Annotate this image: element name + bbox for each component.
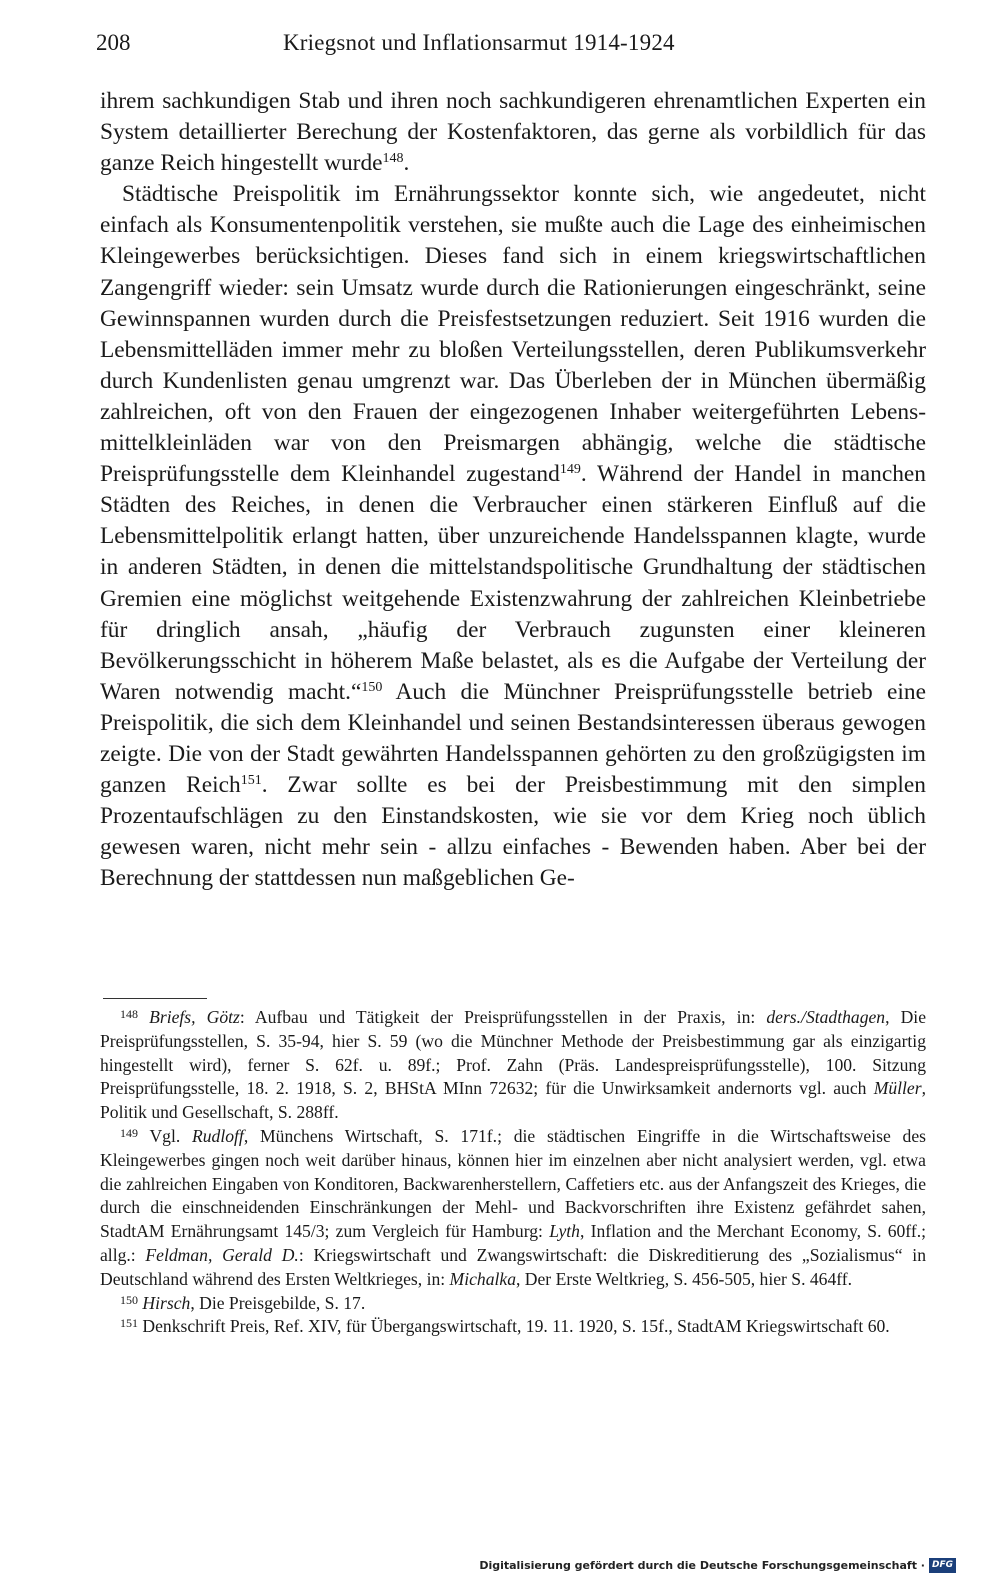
footnote-divider bbox=[103, 998, 207, 999]
page-header bbox=[96, 26, 926, 60]
footnote-author: Feldman, Gerald D. bbox=[145, 1244, 299, 1265]
footnote-text: : Aufbau und Tätigkeit der Preisprüfungsstellen in der Praxis, in: bbox=[239, 1007, 767, 1027]
footnote-author: Briefs, Götz bbox=[149, 1007, 240, 1027]
footnote-text: Vgl. bbox=[138, 1125, 193, 1146]
footnote-author: Rudloff bbox=[192, 1125, 244, 1146]
footnote-ref-150: 150 bbox=[361, 679, 383, 695]
footnote-text: , Politik und Gesellschaft, S. 288ff. bbox=[100, 1078, 926, 1123]
paragraph-2-part-d: . Zwar sollte es bei der Preisbestimmung mit den simplen Prozentaufschlägen zu den Einstandskosten, wie sie vor dem Krieg noch üblich gewesen waren, nicht mehr sein - allzu einfaches - Bewenden haben. Aber bei der Berechnung der stattdessen nun maßgeblichen Ge- bbox=[100, 772, 926, 892]
credit-text: Digitalisierung gefördert durch die Deutsche Forschungsgemeinschaft · bbox=[479, 1558, 925, 1572]
footnote-ref-148: 148 bbox=[382, 151, 404, 167]
footnote-author: ders./Stadthagen bbox=[766, 1007, 886, 1027]
digitization-credit bbox=[479, 1556, 956, 1574]
footnote-ref-149: 149 bbox=[559, 462, 581, 478]
footnote-ref-151: 151 bbox=[240, 773, 262, 789]
footnote-text: , Der Erste Weltkrieg, S. 456-505, hier S. 464ff. bbox=[516, 1268, 853, 1289]
footnote-150 bbox=[100, 1292, 926, 1316]
paragraph-2-part-b: . Während der Handel in manchen Städten des Reiches, in denen die Verbraucher einen stärkeren Einfluß auf die Lebensmittelpolitik erlangt hatten, über unzureichende Handelsspannen klagte, wurde in anderen Städten, in denen die mittelstandspolitische Grundhaltung der städtischen Gremien eine möglichst weitgehende Existenzwahrung der zahlreichen Kleinbetriebe für dringlich ansah, „häufig der Verbrauch zugunsten einer kleineren Bevölkerungsschicht in höherem Maße belastet, als es die Aufgabe der Verteilung der Waren notwendig macht.“ bbox=[100, 461, 926, 705]
footnote-text: , Münchens Wirtschaft, S. 171f.; die städtischen Eingriffe in die Wirtschaftsweise des Kleingewerbes gingen noch weit darüber hinaus, können hier im einzelnen aber nicht analysiert werden, vgl. etwa die zahlreichen Eingaben von Konditoren, Backwarenherstellern, Caffetiers etc. aus der Anfangszeit des Krieges, die durch die einschneidenden Einschränkungen der Mehl- und Backvorschriften ihre Existenz gefährdet sahen, StadtAM Ernährungsamt 145/3; zum Vergleich für Hamburg: bbox=[100, 1125, 926, 1242]
page-number: 208 bbox=[96, 30, 131, 55]
footnote-151 bbox=[100, 1315, 926, 1339]
body-text bbox=[100, 86, 926, 894]
footnote-149 bbox=[100, 1125, 926, 1292]
paragraph-2 bbox=[100, 179, 926, 894]
running-title: Kriegsnot und Inflationsarmut 1914-1924 bbox=[283, 30, 675, 55]
paragraph-2-part-c: Auch die Münchner Preisprüfungsstelle betrieb eine Preispolitik, die sich dem Kleinhandel und seinen Bestandsinteressen überaus gewogen zeigte. Die von der Stadt gewährten Handelsspannen gehörten zu den großzügigsten im ganzen Reich bbox=[100, 678, 927, 799]
footnote-number: 151 bbox=[120, 1316, 138, 1331]
paragraph-1 bbox=[100, 86, 926, 179]
footnote-text: , Die Preisgebilde, S. 17. bbox=[190, 1292, 366, 1313]
footnote-number: 149 bbox=[120, 1125, 138, 1140]
paragraph-2-part-a: Städtische Preispolitik im Ernährungssektor konnte sich, wie angedeutet, nicht einfach als Konsumentenpolitik verstehen, sie mußte auch die Lage des einheimischen Kleingewerbes berücksichtigen. Dieses fand sich in einem kriegswirtschaftlichen Zangengriff wieder: sein Umsatz wurde durch die Rationierungen eingeschränkt, seine Gewinnspannen wurden durch die Preisfestsetzungen reduziert. Seit 1916 wurden die Lebensmittelläden immer mehr zu bloßen Verteilungsstellen, deren Publikumsverkehr durch Kundenlisten genau umgrenzt war. Das Überleben der in München übermäßig zahlreichen, oft von den Frauen der eingezogenen Inhaber weitergeführten Lebensmittelkleinläden war von den Preismargen abhängig, welche die städtische Preisprüfungsstelle dem Kleinhandel zugestand bbox=[100, 181, 926, 488]
footnote-148 bbox=[100, 1006, 926, 1125]
footnote-text: : Kriegswirtschaft und Zwangswirtschaft: die Diskreditierung des „Sozialismus“ in Deutschland während des Ersten Weltkrieges, in: bbox=[100, 1244, 926, 1289]
footnote-author: Müller bbox=[873, 1078, 922, 1099]
footnote-text: , Die Preisprüfungsstellen, S. 35-94, hier S. 59 (wo die Münchner Methode der Preisbestimmung gar als einzigartig hingestellt wird), ferner S. 62f. u. 89f.; Prof. Zahn (Präs. Landespreisprüfungsstelle), 100. Sitzung Preisprüfungsstelle, 18. 2. 1918, S. 2, BHStA MInn 72632; für die Unwirksamkeit andernorts vgl. auch bbox=[100, 1007, 927, 1099]
footnote-number: 148 bbox=[120, 1007, 138, 1021]
paragraph-1-end: . bbox=[403, 150, 410, 177]
footnote-author: Michalka bbox=[449, 1268, 516, 1289]
paragraph-1-text: ihrem sachkundigen Stab und ihren noch sachkundigeren ehrenamtlichen Experten ein System detaillierter Berechung der Kostenfaktoren, das gerne als vorbildlich für das ganze Reich hingestellt wurde bbox=[100, 88, 926, 177]
footnote-text: , Inflation and the Merchant Economy, S. 60ff.; allg.: bbox=[100, 1221, 926, 1265]
footnote-author: Lyth bbox=[549, 1221, 580, 1242]
footnotes bbox=[100, 1006, 926, 1339]
footnote-number: 150 bbox=[120, 1292, 138, 1307]
footnote-text: Denkschrift Preis, Ref. XIV, für Übergangswirtschaft, 19. 11. 1920, S. 15f., StadtAM Kriegswirtschaft 60. bbox=[138, 1316, 890, 1337]
dfg-logo: DFG bbox=[929, 1558, 956, 1573]
footnote-author: Hirsch bbox=[142, 1292, 191, 1313]
